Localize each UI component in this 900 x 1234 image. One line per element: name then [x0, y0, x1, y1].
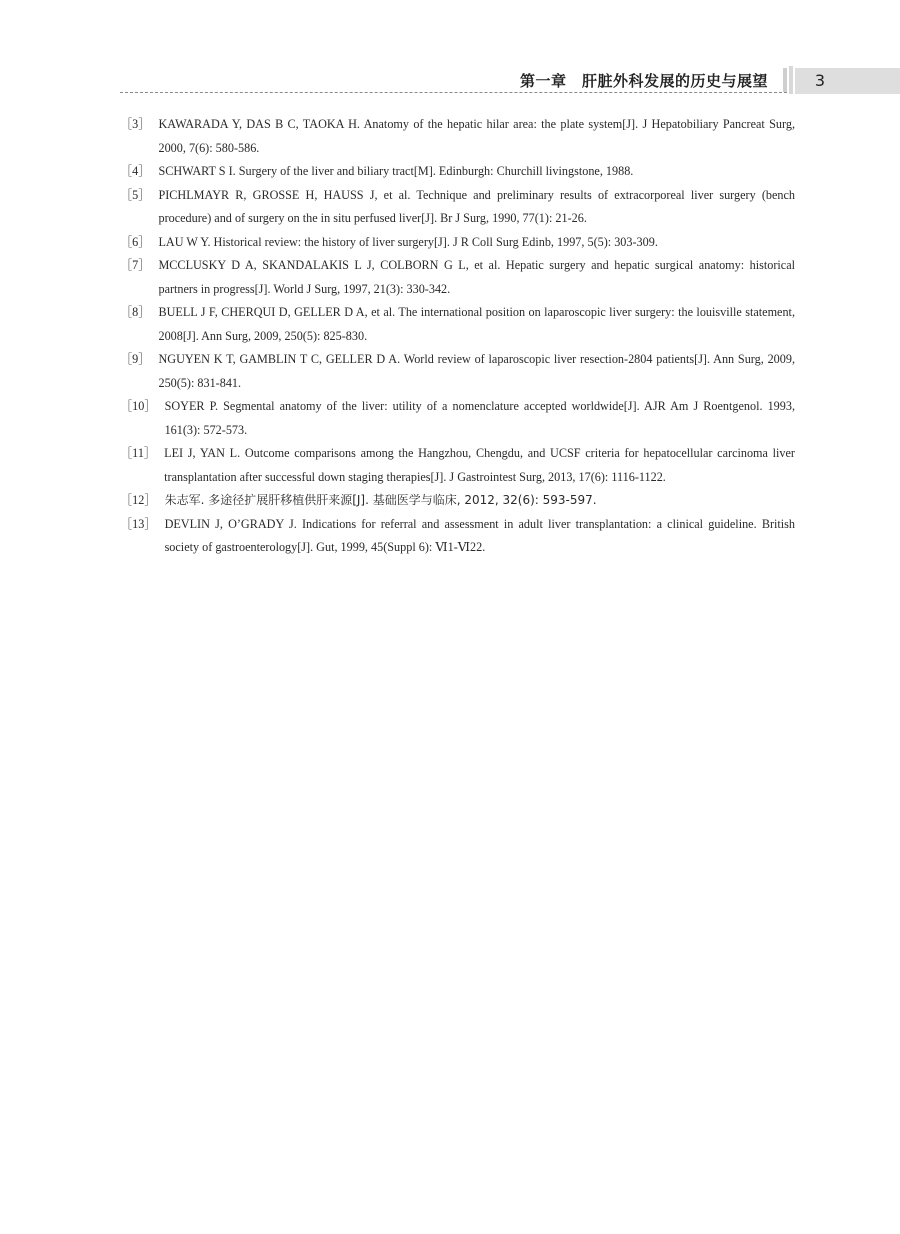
reference-text: LAU W Y. Historical review: the history of liver surgery[J]. J R Coll Surg Edinb, 1997, 5(5): 303-309. — [158, 234, 658, 249]
chapter-title: 第一章 肝脏外科发展的历史与展望 — [519, 72, 768, 90]
page-number: 3 — [814, 71, 826, 90]
reference-number: ［7］ — [120, 258, 151, 272]
reference-number: ［9］ — [120, 352, 151, 366]
page-header — [0, 0, 900, 100]
reference-number: ［13］ — [120, 516, 157, 531]
reference-item — [120, 184, 795, 231]
reference-item — [120, 231, 795, 255]
reference-item — [120, 113, 795, 160]
reference-item — [120, 442, 795, 489]
reference-number: ［3］ — [120, 117, 151, 131]
reference-number: ［12］ — [120, 493, 157, 507]
reference-number: ［6］ — [120, 234, 151, 249]
reference-list — [120, 113, 795, 560]
page-number-tab — [795, 68, 900, 94]
reference-number: ［8］ — [120, 305, 151, 319]
reference-text: KAWARADA Y, DAS B C, TAOKA H. Anatomy of the hepatic hilar area: the plate system[J]. J Hepatobiliary Pancreat Surg, 2000, 7(6): 580-586. — [158, 117, 795, 155]
reference-item — [120, 254, 795, 301]
reference-text: DEVLIN J, O’GRADY J. Indications for referral and assessment in adult liver transplantation: a clinical guideline. British society of gastroenterology[J]. Gut, 1999, 45(Suppl 6): Ⅵ1-Ⅵ22. — [164, 516, 795, 554]
reference-text: MCCLUSKY D A, SKANDALAKIS L J, COLBORN G L, et al. Hepatic surgery and hepatic surgical anatomy: historical partners in progress[J]. World J Surg, 1997, 21(3): 330-342. — [158, 258, 795, 296]
reference-item — [120, 489, 795, 513]
reference-item — [120, 348, 795, 395]
reference-text: BUELL J F, CHERQUI D, GELLER D A, et al. The international position on laparoscopic liver surgery: the louisville statement, 2008[J]. Ann Surg, 2009, 250(5): 825-830. — [158, 305, 795, 343]
reference-item — [120, 513, 795, 560]
page-tab-edge — [783, 68, 787, 92]
reference-text: PICHLMAYR R, GROSSE H, HAUSS J, et al. Technique and preliminary results of extracorporeal liver surgery (bench procedure) and of surgery on the in situ perfused liver[J]. Br J Surg, 1990, 77(1): 21-26. — [158, 187, 795, 225]
reference-number: ［4］ — [120, 164, 151, 178]
header-dashed-rule — [120, 92, 787, 93]
reference-text: SOYER P. Segmental anatomy of the liver: utility of a nomenclature accepted worldwide[J]. AJR Am J Roentgenol. 1993, 161(3): 572-573. — [164, 399, 795, 437]
reference-text: 朱志军. 多途径扩展肝移植供肝来源[J]. 基础医学与临床, 2012, 32(6): 593-597. — [164, 493, 597, 507]
reference-text: SCHWART S I. Surgery of the liver and biliary tract[M]. Edinburgh: Churchill livingstone, 1988. — [158, 164, 634, 178]
reference-item — [120, 160, 795, 184]
reference-item — [120, 395, 795, 442]
reference-number: ［11］ — [120, 446, 157, 460]
reference-text: LEI J, YAN L. Outcome comparisons among the Hangzhou, Chengdu, and UCSF criteria for hepatocellular carcinoma liver transplantation after successful down staging therapies[J]. J Gastrointest Surg, 2013, 17(6): 1116-1122. — [164, 446, 795, 484]
reference-number: ［10］ — [120, 399, 157, 413]
reference-text: NGUYEN K T, GAMBLIN T C, GELLER D A. World review of laparoscopic liver resection-2804 patients[J]. Ann Surg, 2009, 250(5): 831-841. — [158, 352, 795, 390]
page-tab-edge — [789, 66, 793, 94]
reference-item — [120, 301, 795, 348]
reference-number: ［5］ — [120, 187, 151, 202]
